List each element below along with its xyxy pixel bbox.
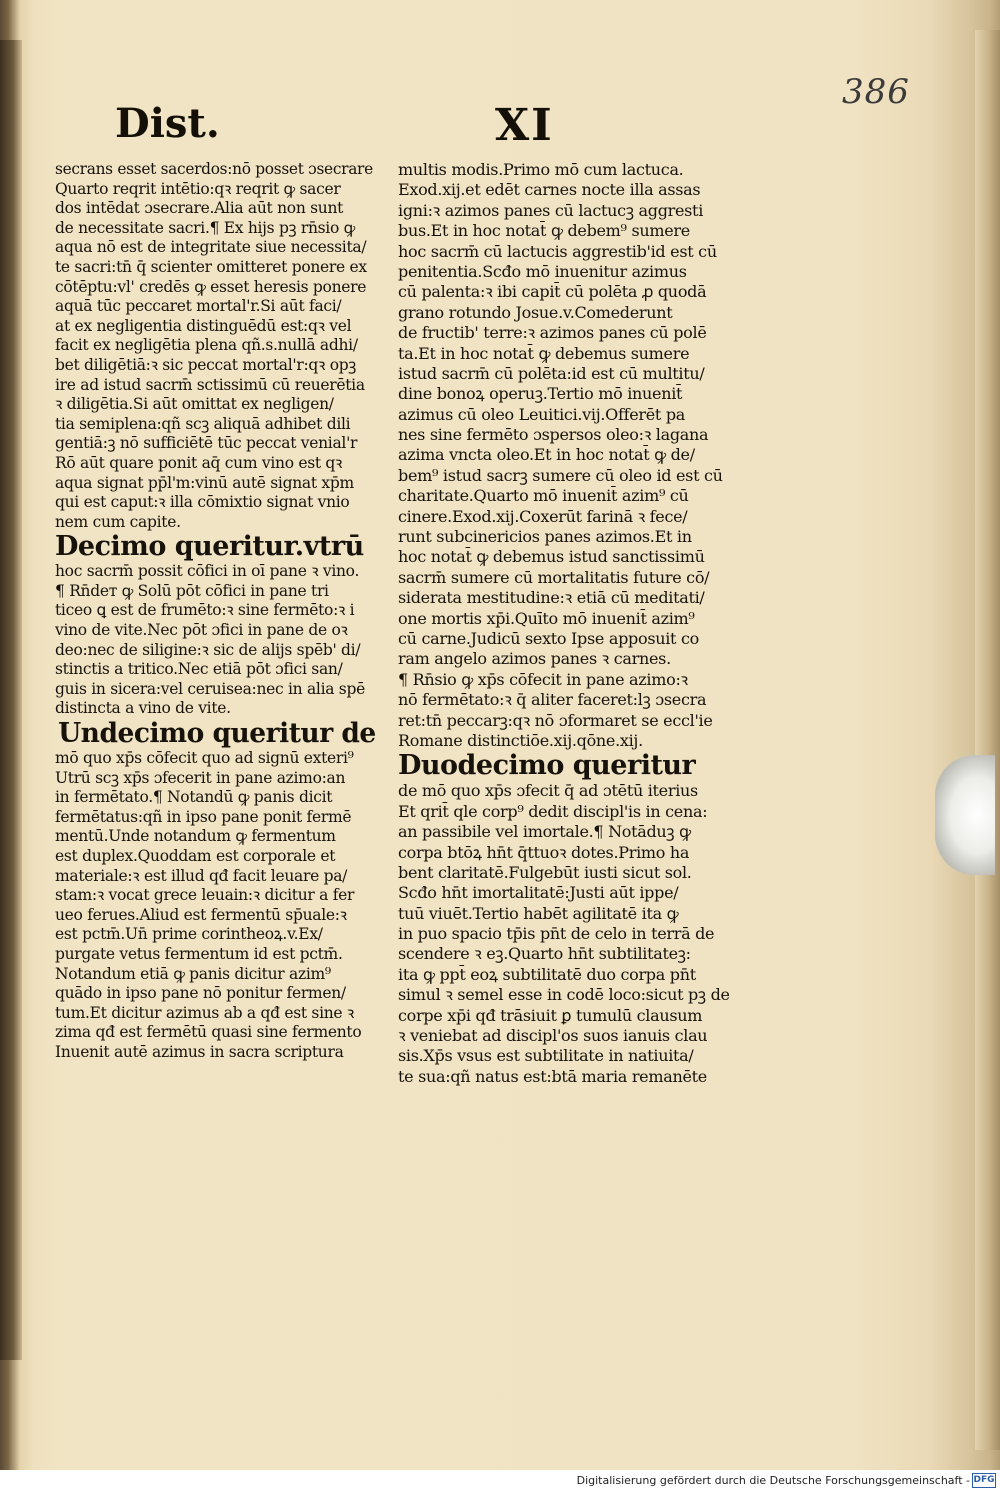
text-line: bet diligētiā:ꝛ sic peccat mortal'r:qꝛ opꝫ — [55, 355, 356, 374]
text-line: tuū viuēt.Tertio habēt agilitatē ita ꝙ — [398, 903, 679, 923]
text-line: zima qđ est fermētū quasi sine fermento — [55, 1023, 362, 1042]
text-line: ueo ferues.Aliud est fermentū sp̄uale:ꝛ — [55, 905, 347, 924]
text-line: ¶ Rn̄deт ꝙ Solū pōt cōfici in pane tri — [55, 581, 329, 600]
text-line: aqua nō est de integritate siue necessita/ — [55, 238, 367, 257]
page-fore-edge — [975, 30, 1000, 1450]
text-line: siderata mestitudine:ꝛ etiā cū meditati/ — [398, 588, 705, 608]
text-line: grano rotundo Josue.v.Comederunt — [398, 302, 673, 322]
folio-number: 386 — [842, 72, 910, 112]
text-line: vino de vite.Nec pōt ɔfici in pane de oꝛ — [55, 621, 348, 640]
text-line: secrans esset sacerdos:nō posset ɔsecrare — [55, 160, 373, 178]
right-text-column — [398, 160, 740, 1087]
text-line: bem⁹ istud sacrꝫ sumere cū oleo id est cū — [398, 465, 723, 485]
text-line: Quarto reqrit̄ intētio:qꝛ reqrit̄ ꝙ sacer — [55, 179, 341, 198]
text-line: Et qrit̄ qle corp⁹ dedit discipl'is in cena: — [398, 801, 708, 821]
previous-page-edge — [0, 40, 22, 1360]
text-line: sis.Xp̄s vsus est subtilitate in natiuita/ — [398, 1046, 694, 1066]
section-heading: Decimo queritur.vtrū — [55, 532, 364, 563]
text-line: distincta a vino de vite. — [55, 699, 231, 718]
section-heading: Duodecimo queritur — [398, 751, 696, 782]
text-line: Rō aūt quare ponit̄ aq̄ cum vino est qꝛ — [55, 453, 343, 472]
text-line: ita ꝙ ppt̄ eoꝝ subtilitatē duo corpa pn̄t — [398, 964, 696, 984]
text-line: dos intēdat ɔsecrare.Alia aūt non sunt — [55, 199, 344, 218]
text-line: ta.Et in hoc notat̄ ꝙ debemus sumere — [398, 343, 690, 363]
text-line: stam:ꝛ vocat̄ grece leuain:ꝛ dicitur a fer — [55, 886, 355, 905]
text-line: de mō quo xp̄s ɔfecit q̄ ad ɔtētū iterius — [398, 781, 698, 801]
text-line: hoc notat̄ ꝙ debemus istud sanctissimū — [398, 547, 705, 567]
text-line: deo:nec de siligine:ꝛ sic de alijs spēb' di/ — [55, 640, 361, 659]
left-text-column — [55, 160, 376, 1063]
text-line: hoc sacrm̄ cū lactucis aggrestib'id est cū — [398, 241, 717, 261]
text-line: runt subcinericios panes azimos.Et in — [398, 527, 692, 547]
section-heading: Undecimo queritur de — [58, 719, 376, 750]
text-line: aqua signat pp̄l'm:vinū autē signat xp̄m — [55, 473, 354, 492]
text-line: one mortis xp̄i.Quīto mō inuenit̄ azim⁹ — [398, 608, 695, 628]
text-line: Exod.xij.et edēt carnes nocte illa assas — [398, 180, 701, 200]
text-line: materiale:ꝛ est illud qđ facit leuare pa/ — [55, 866, 348, 885]
text-line: ire ad istud sacrm̄ sctissimū cū reuerētia — [55, 375, 365, 394]
text-line: te sacri:tn̄ q̄ scienter omitteret ponere ex — [55, 257, 367, 276]
text-line: nem cum capite. — [55, 512, 181, 531]
text-line: cū carne.Judicū sexto Ipse apposuit co — [398, 628, 699, 648]
text-line: in puo spacio tp̄is pn̄t de celo in terrā de — [398, 924, 715, 944]
text-line: facit ex negligētia plena qñ.s.nullā adhi/ — [55, 336, 358, 355]
text-line: est duplex.Quoddam est corporale et — [55, 847, 336, 865]
text-line: sacrm̄ sumere cū mortalitatis future cō/ — [398, 567, 710, 587]
text-line: ꝛ diligētia.Si aūt omittat ex negligen/ — [55, 395, 334, 414]
text-line: quādo in ipso pane nō ponitur fermen/ — [55, 984, 346, 1003]
page-clip — [935, 755, 995, 875]
text-line: corpe xp̄i qđ trāsiuit ꝑ tumulū clausum — [398, 1005, 703, 1025]
text-line: ¶ Rn̄sio ꝙ xp̄s cōfecit in pane azimo:ꝛ — [398, 669, 688, 689]
text-line: ticeo ꝗ est de frumēto:ꝛ sine fermēto:ꝛ i — [55, 601, 355, 620]
text-line: gentiā:ꝫ nō sufficiētē tūc peccat venial'r — [55, 434, 358, 453]
text-line: cōtēptu:vl' credēs ꝙ esset heresis ponere — [55, 277, 367, 296]
text-line: multis modis.Primo mō cum lactuca. — [398, 160, 684, 179]
text-line: ꝛ veniebat ad discipl'os suos ianuis clau — [398, 1026, 708, 1046]
text-line: ram angelo azimos panes ꝛ carnes. — [398, 649, 671, 669]
text-line: penitentia.Scđo mō inuenitur azimus — [398, 261, 687, 281]
text-line: corpa btōꝝ hn̄t q̄ttuoꝛ dotes.Primo ha — [398, 842, 690, 862]
text-line: at ex negligentia distinguēdū est:qꝛ vel — [55, 316, 352, 335]
text-line: guis in sicera:vel ceruisea:nec in alia spē — [55, 679, 365, 698]
running-head-number: XI — [495, 100, 554, 151]
text-line: simul ꝛ semel esse in codē loco:sicut pꝫ de — [398, 985, 730, 1005]
text-line: de necessitate sacri.¶ Ex hijs pꝫ rn̄sio ꝙ — [55, 218, 355, 237]
text-line: azimus cū oleo Leuitici.vij.Offerēt pa — [398, 404, 686, 424]
text-line: Notandum etiā ꝙ panis dicitur azim⁹ — [55, 964, 331, 983]
text-line: bent claritatē.Fulgebūt iusti sicut sol. — [398, 862, 692, 882]
text-line: Romane distinctiōe.xij.qōne.xij. — [398, 730, 643, 750]
text-line: azima vncta oleo.Et in hoc notat̄ ꝙ de/ — [398, 445, 695, 465]
text-line: qui est caput:ꝛ illa cōmixtio signat vnio — [55, 493, 350, 512]
text-line: cinere.Exod.xij.Coxerūt farinā ꝛ fece/ — [398, 506, 688, 526]
text-line: ret:tn̄ peccarꝫ:qꝛ nō ɔformaret se eccl'ie — [398, 710, 713, 730]
dfg-logo: DFG — [972, 1473, 996, 1488]
text-line: Scđo hn̄t imortalitatē:Justi aūt ippe/ — [398, 883, 679, 903]
text-line: purgate vetus fermentum id est pctm̄. — [55, 944, 343, 963]
text-line: mō quo xp̄s cōfecit quo ad signū exteri⁹ — [55, 749, 354, 768]
text-line: aquā tūc peccaret mortal'r.Si aūt faci/ — [55, 297, 342, 316]
text-line: nes sine fermēto ɔspersos oleo:ꝛ lagana — [398, 425, 709, 445]
text-line: istud sacrm̄ cū polēta:id est cū multitu/ — [398, 363, 705, 383]
text-line: te sua:qñ natus est:btā maria remanēte — [398, 1066, 707, 1086]
text-line: mentū.Unde notandum ꝙ fermentum — [55, 827, 336, 846]
text-line: bus.Et in hoc notat̄ ꝙ debem⁹ sumere — [398, 221, 690, 241]
text-line: stinctis a tritico.Nec etiā pōt ɔfici san/ — [55, 660, 343, 679]
text-line: nō fermētato:ꝛ q̄ aliter faceret:lꝫ ɔsecra — [398, 690, 707, 710]
text-line: in fermētato.¶ Notandū ꝙ panis dicit̄ — [55, 788, 333, 807]
footer-credit: Digitalisierung gefördert durch die Deutsche Forschungsgemeinschaft - — [576, 1474, 970, 1487]
text-line: est pctm̄.Un̄ prime corintheoꝝ.v.Ex/ — [55, 925, 323, 944]
text-line: cū palenta:ꝛ ibi capit̄ cū polēta ꝓ quodā — [398, 282, 707, 302]
text-line: Utrū scꝫ xp̄s ɔfecerit in pane azimo:an — [55, 768, 346, 787]
text-line: dine bonoꝝ operuꝫ.Tertio mō inuenit̄ — [398, 384, 683, 404]
text-line: tia semiplena:qñ scꝫ aliquā adhibet dili — [55, 414, 351, 433]
text-line: fermētatus:qñ in ipso pane ponit̄ fermē — [55, 807, 352, 826]
text-line: tum.Et dicitur azimus ab a qđ est sine ꝛ — [55, 1003, 354, 1022]
running-head-left: Dist. — [115, 100, 220, 147]
text-line: charitate.Quarto mō inuenit̄ azim⁹ cū — [398, 486, 689, 506]
text-line: scendere ꝛ eꝫ.Quarto hn̄t subtilitateꝫ: — [398, 944, 691, 964]
text-line: hoc sacrm̄ possit cōfici in oī pane ꝛ vino. — [55, 562, 360, 581]
text-line: igni:ꝛ azimos panes cū lactucꝫ aggresti — [398, 200, 704, 220]
text-line: an passibile vel imortale.¶ Notāduꝫ ꝙ — [398, 822, 691, 842]
text-line: de fructib' terre:ꝛ azimos panes cū polē — [398, 323, 707, 343]
text-line: Inuenit̄ autē azimus in sacra scriptura — [55, 1042, 344, 1061]
